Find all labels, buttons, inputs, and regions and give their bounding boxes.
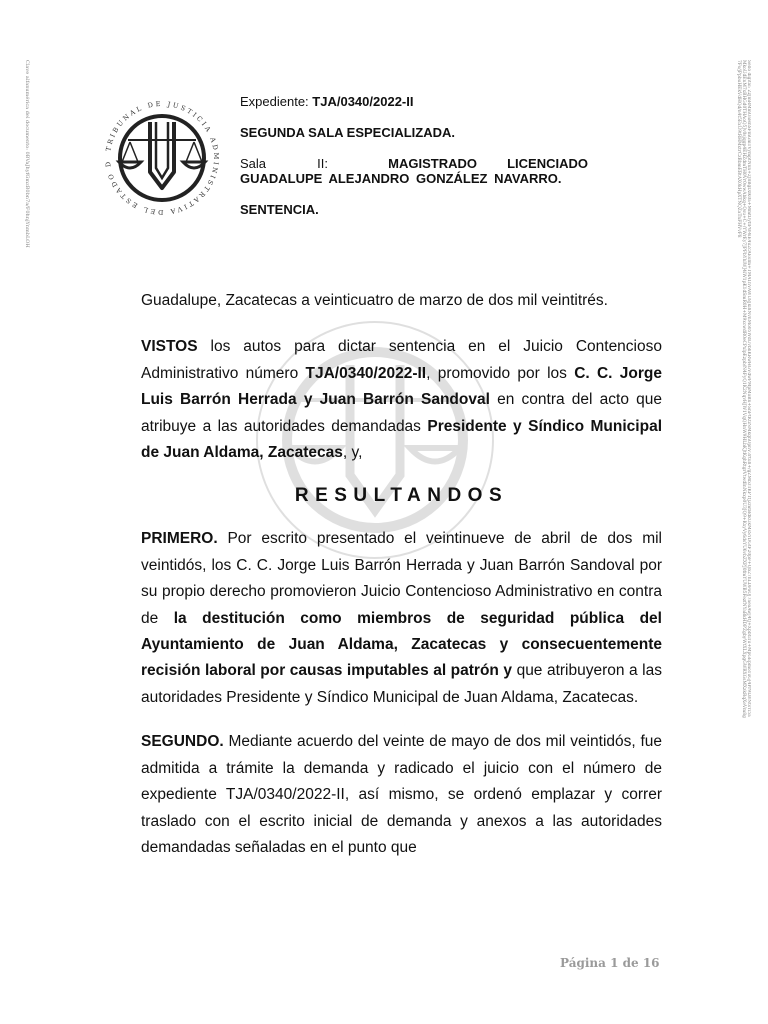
- segundo-lead: SEGUNDO.: [141, 733, 224, 751]
- primero-paragraph: [141, 526, 662, 711]
- resultandos-heading: RESULTANDOS: [294, 485, 509, 507]
- document-type: SENTENCIA.: [240, 202, 319, 217]
- page-number: Página 1 de 16: [560, 956, 660, 970]
- expediente-label: Expediente:: [240, 94, 309, 109]
- tribunal-seal: [92, 88, 232, 228]
- vistos-text-4: , y,: [342, 444, 363, 462]
- vistos-text-3: en contra del acto que atribuye a las autoridades demandadas: [141, 391, 662, 435]
- left-margin-note: Clave alfanumérica del documento: 0BVaJhyfGmzB0bn7a/F0hnjYnmbLOH: [24, 60, 30, 248]
- vistos-plaintiffs: C. C. Jorge Luis Barrón Herrada y Juan Barrón Sandoval: [141, 364, 662, 409]
- scales-of-justice-icon: [92, 88, 232, 228]
- sala-name: SEGUNDA SALA ESPECIALIZADA.: [240, 125, 455, 140]
- place-date: Guadalupe, Zacatecas a veinticuatro de marzo de dos mil veintitrés.: [141, 292, 608, 309]
- vistos-authorities: Presidente y Síndico Municipal de Juan Aldama, Zacatecas: [141, 417, 662, 462]
- segundo-text: Mediante acuerdo del veinte de mayo de dos mil veintidós, fue admitida a trámite la demanda y radicado el juicio con el número de expediente TJA/0340/2022-II, así mismo, se ordenó emplazar y correr traslado con el escrito inicial de demanda y anexos a las autoridades demandadas señaladas en el punto que: [141, 733, 662, 856]
- vistos-text-2: , promovido por los: [426, 364, 575, 382]
- case-header: [240, 94, 588, 233]
- primero-text-2: que atribuyeron a las autoridades Presidente y Síndico Municipal de Juan Aldama, Zacatecas.: [141, 662, 662, 706]
- seal-ring-text: TRIBUNAL DE JUSTICIA ADMINISTRATIVA DEL ESTADO D: [103, 99, 221, 217]
- right-margin-digital-signature: Sello digital: ZzJmRMmOaHnSFmGmTVymptNnn+2J8BgDzK0a+MmtDyflPW4iE4u2cAEsIm+TMA1hVAWU8Jki8NvnMo05WdUvbhKRwHGVdwPMpMoBn+SnFtKtiNMkqnOpnV3rtu8+/gZMb3TKPTfJZmtBdkUkMsSYDGtF20pF+Qb27hLDFaOJ7aeaAwJ4tJ+Xpbti1u+MpGEpmo1uGJ4Pr9LWNtsYi5aMkoUdEnM7xBHGd0THAoQ5Jv0sjqgp4EHZdmTH0Vr0wwAbkq+Qsu+C+/YWrEy7JPFbYhlWJ4iW1pK1dSmR0H+M9xcwdR0eCPxlpEzpb/N4FyQ1K2NqvHJW1VqQHnW9HLbKJtKqhRtgrVtwdInNkxp0U3JQ9+KxyVy6dsYU6vbZXPJ0fmYUWB5FezfNYaBkHDPZgbyWtXLXpgGWRXGsMXzkRqXeVm8g7Fs/jPpbuHEkVdHQd/n4t5ExU9tRHMxtrCzBbmEBtAX0kHpXTNQZaTnFHVvF8: [736, 60, 751, 718]
- vistos-lead: VISTOS: [141, 338, 198, 356]
- expediente-number: TJA/0340/2022-II: [312, 94, 414, 109]
- vistos-case-number: TJA/0340/2022-II: [305, 364, 427, 382]
- vistos-paragraph: [141, 334, 662, 466]
- magistrado-line: [240, 156, 588, 186]
- magistrado-name: MAGISTRADO LICENCIADO GUADALUPE ALEJANDRO GONZÁLEZ NAVARRO.: [240, 156, 588, 186]
- vistos-text-1: los autos para dictar sentencia en el Juicio Contencioso Administrativo número: [141, 338, 662, 382]
- primero-lead: PRIMERO.: [141, 530, 218, 548]
- document-body: [141, 288, 662, 879]
- primero-act: la destitución como miembros de seguridad pública del Ayuntamiento de Juan Aldama, Zacatecas y consecuentemente recisión laboral por causas imputables al patrón y: [141, 609, 662, 680]
- expediente-line: [240, 94, 588, 109]
- primero-text-1: Por escrito presentado el veintinueve de abril de dos mil veintidós, los C. C. Jorge Luis Barrón Herrada y Juan Barrón Sandoval por su propio derecho promovieron Juicio Contencioso Administrativo en contra de: [141, 530, 662, 627]
- sala-ii-label: Sala II:: [240, 156, 328, 171]
- segundo-paragraph: [141, 729, 662, 861]
